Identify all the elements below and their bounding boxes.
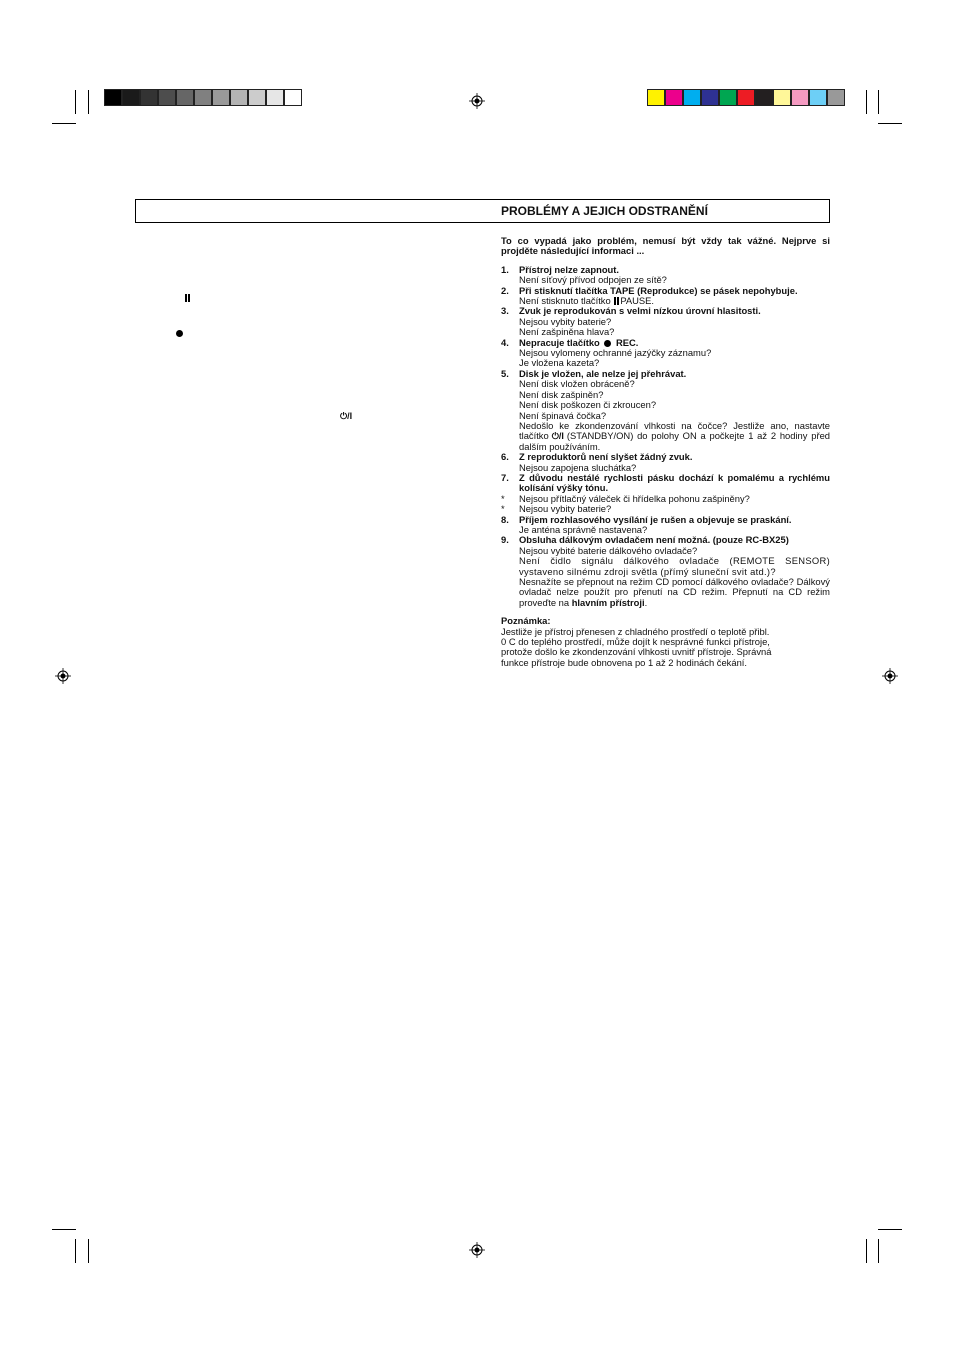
crop-mark	[88, 1239, 89, 1263]
pause-icon	[184, 294, 191, 302]
grayscale-calibration-bar	[104, 89, 302, 106]
registration-target-icon	[55, 668, 71, 684]
bullet-item	[501, 504, 830, 514]
item-number: 9.	[501, 534, 509, 546]
item-number: 1.	[501, 263, 509, 275]
color-swatch	[284, 89, 302, 106]
list-item	[501, 338, 830, 369]
record-icon	[176, 330, 183, 337]
color-swatch	[266, 89, 284, 106]
crop-mark	[878, 1239, 879, 1263]
color-swatch	[212, 89, 230, 106]
answer-text: Nesnažíte se přepnout na režim CD pomocí dálkového ovladače? Dálkový ovladač nelze použít pro přenutí na CD režim. Přepnutí na CD režim proveďte na	[519, 576, 830, 608]
color-calibration-bar	[647, 89, 845, 106]
registration-target-icon	[882, 668, 898, 684]
item-question: Z důvodu nestálé rychlosti pásku dochází k pomalému a rychlému kolísání výšky tónu.	[519, 471, 830, 494]
color-swatch	[647, 89, 665, 106]
pause-icon	[613, 297, 620, 305]
list-item	[501, 473, 830, 494]
item-number: 4.	[501, 336, 509, 348]
item-question: Při stisknutí tlačítka TAPE (Reprodukce) se pásek nepohybuje.	[519, 284, 798, 296]
section-header	[135, 199, 830, 223]
item-answer: Není síťový přívod odpojen ze sítě?	[519, 274, 667, 286]
crop-mark	[878, 1229, 902, 1230]
answer-text: (STANDBY/ON) do polohy ON a počkejte 1 až 2 hodiny před dalším používáním.	[519, 430, 830, 452]
answer-bold-text: hlavním přístroji	[571, 596, 645, 608]
note-title: Poznámka:	[501, 615, 551, 627]
item-question: Disk je vložen, ale nelze jej přehrávat.	[519, 367, 687, 379]
item-question: Přístroj nelze zapnout.	[519, 263, 620, 275]
registration-target-icon	[469, 1242, 485, 1258]
color-swatch	[158, 89, 176, 106]
item-question: Zvuk je reprodukován s velmi nízkou úrovní hlasitosti.	[519, 305, 761, 317]
item-answer: Nejsou zapojena sluchátka?	[519, 461, 637, 473]
item-answer: Je anténa správně nastavena?	[519, 523, 648, 535]
color-swatch	[230, 89, 248, 106]
answer-text: .	[644, 596, 648, 608]
note-line: protože došlo ke zkondenzování vlhkosti uvnitř přístroje. Správná	[501, 646, 772, 658]
color-swatch	[122, 89, 140, 106]
item-question: Příjem rozhlasového vysílání je rušen a objevuje se praskání.	[519, 513, 792, 525]
item-answer: Není čidlo signálu dálkového ovladače (REMOTE SENSOR) vystaveno silnému zdroji světla (přímý sluneční svit atd.)?	[519, 555, 830, 577]
crop-mark	[88, 90, 89, 114]
item-question: Obsluha dálkovým ovladačem není možná. (pouze RC-BX25)	[519, 534, 789, 546]
item-number: 6.	[501, 451, 509, 463]
item-answer: Není špinavá čočka?	[519, 409, 607, 421]
item-number: 8.	[501, 513, 509, 525]
bullet-text: Nejsou přítlačný váleček či hřídelka pohonu zašpiněny?	[519, 492, 750, 504]
item-number: 5.	[501, 367, 509, 379]
note-line: funkce přístroje bude obnovena po 1 až 2 hodinách čekání.	[501, 656, 748, 668]
item-number: 7.	[501, 471, 509, 483]
item-answer	[519, 577, 830, 608]
color-swatch	[773, 89, 791, 106]
bullet-text: Nejsou vybity baterie?	[519, 503, 612, 515]
color-swatch	[809, 89, 827, 106]
color-swatch	[701, 89, 719, 106]
color-swatch	[791, 89, 809, 106]
list-item	[501, 535, 830, 608]
item-answer: Je vložena kazeta?	[519, 357, 600, 369]
list-item	[501, 306, 830, 337]
color-swatch	[827, 89, 845, 106]
answer-text: Není stisknuto tlačítko	[519, 295, 611, 307]
answer-text: Nedošlo ke zkondenzování vlhkosti na čočce? Jestliže ano, nastavte tlačítko	[519, 419, 830, 442]
list-item	[501, 515, 830, 536]
list-item	[501, 265, 830, 286]
item-number: 3.	[501, 305, 509, 317]
list-item	[501, 369, 830, 452]
registration-target-icon	[469, 93, 485, 109]
item-answer: Není disk poškozen či zkroucen?	[519, 399, 657, 411]
item-answer: Není disk zašpiněn?	[519, 388, 604, 400]
item-answer: Nejsou vybity baterie?	[519, 315, 612, 327]
color-swatch	[194, 89, 212, 106]
color-swatch	[248, 89, 266, 106]
intro-text: To co vypadá jako problém, nemusí být vždy tak vážné. Nejprve si projděte následující informaci ...	[501, 235, 830, 257]
question-text: REC.	[615, 336, 639, 348]
asterisk: *	[501, 492, 505, 504]
list-item	[501, 286, 830, 307]
item-answer: Nejsou vylomeny ochranné jazýčky záznamu?	[519, 347, 712, 359]
troubleshooting-column	[501, 236, 830, 668]
standby-icon: ⏻/I	[551, 431, 564, 442]
asterisk: *	[501, 503, 505, 515]
color-swatch	[719, 89, 737, 106]
crop-mark	[75, 1239, 76, 1263]
question-text: Nepracuje tlačítko	[519, 336, 600, 348]
color-swatch	[737, 89, 755, 106]
answer-text: PAUSE.	[620, 295, 655, 307]
item-answer: Není zašpiněna hlava?	[519, 326, 615, 338]
crop-mark	[75, 90, 76, 114]
color-swatch	[665, 89, 683, 106]
item-answer: Nejsou vybité baterie dálkového ovladače?	[519, 544, 698, 556]
color-swatch	[140, 89, 158, 106]
color-swatch	[176, 89, 194, 106]
crop-mark	[866, 90, 867, 114]
crop-mark	[878, 123, 902, 124]
list-item	[501, 452, 830, 473]
record-icon	[604, 340, 611, 347]
color-swatch	[755, 89, 773, 106]
note-line: Jestliže je přístroj přenesen z chladného prostředí o teplotě přibl.	[501, 625, 770, 637]
crop-mark	[52, 123, 76, 124]
item-question: Z reproduktorů není slyšet žádný zvuk.	[519, 451, 693, 463]
item-number: 2.	[501, 284, 509, 296]
standby-icon: ⏻/I	[340, 411, 353, 421]
color-swatch	[683, 89, 701, 106]
crop-mark	[878, 90, 879, 114]
crop-mark	[52, 1229, 76, 1230]
page-title: PROBLÉMY A JEJICH ODSTRANĚNÍ	[501, 204, 708, 218]
item-answer: Není disk vložen obráceně?	[519, 378, 635, 390]
item-answer	[519, 421, 830, 452]
color-swatch	[104, 89, 122, 106]
crop-mark	[866, 1239, 867, 1263]
note-line: 0 C do teplého prostředí, může dojít k nesprávné funkci přístroje,	[501, 636, 770, 648]
